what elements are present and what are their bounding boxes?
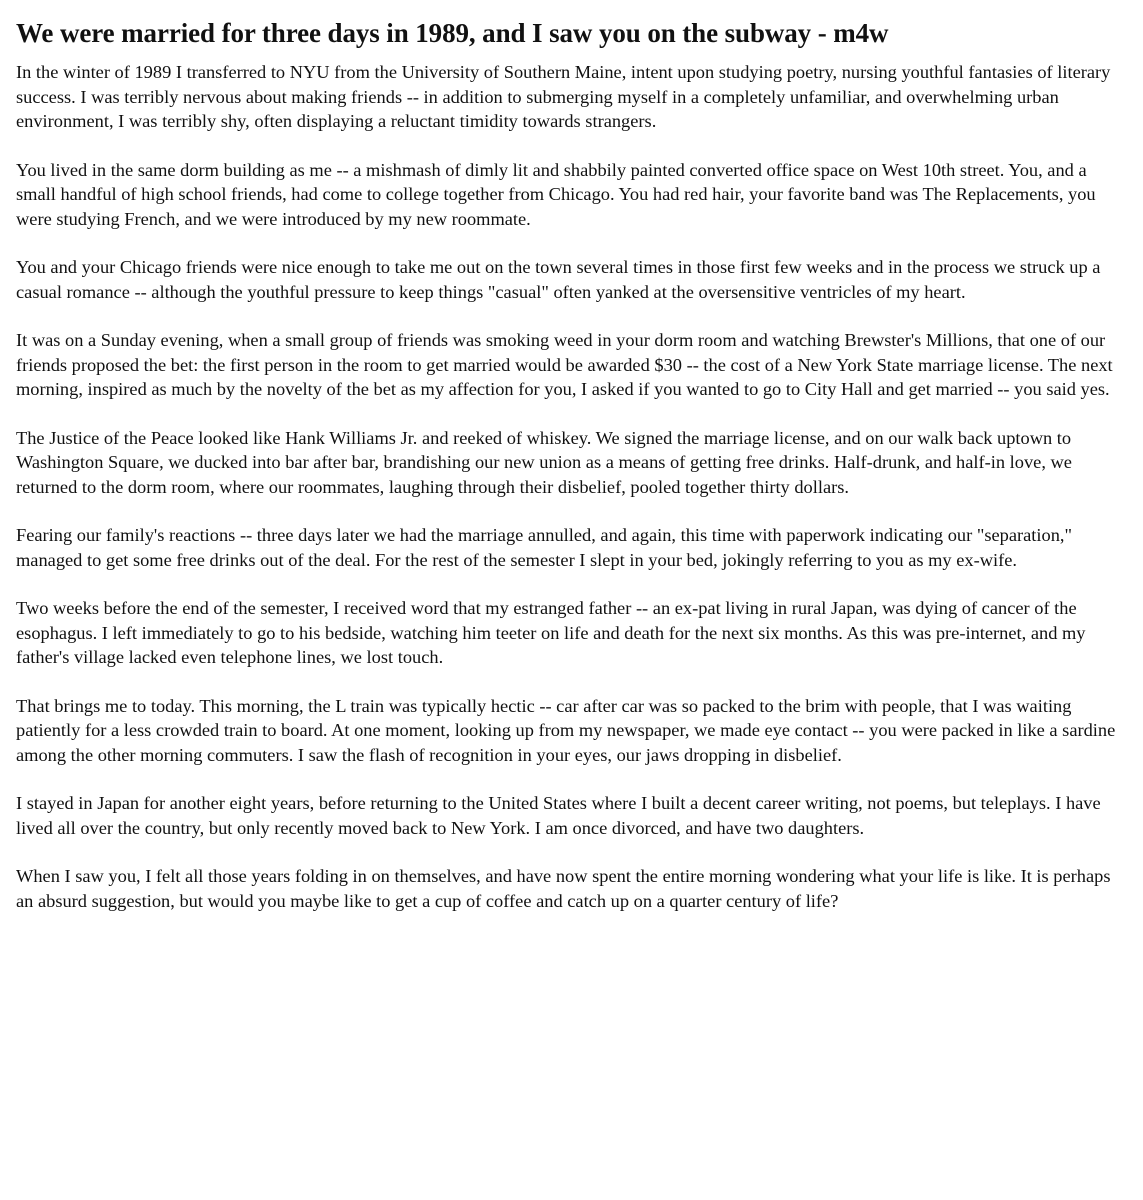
- paragraph: Two weeks before the end of the semester, I received word that my estranged father -- an ex-pat living in rural Japan, was dying of cancer of the esophagus. I left immediately to go to his bedside, watching him teeter on life and death for the next six months. As this was pre-internet, and my father's village lacked even telephone lines, we lost touch.: [16, 598, 1086, 667]
- paragraph: You and your Chicago friends were nice enough to take me out on the town several times in those first few weeks and in the process we struck up a casual romance -- although the youthful pressure to keep things "casual" often yanked at the oversensitive ventricles of my heart.: [16, 257, 1101, 302]
- paragraph: You lived in the same dorm building as me -- a mishmash of dimly lit and shabbily painted converted office space on West 10th street. You, and a small handful of high school friends, had come to college together from Chicago. You had red hair, your favorite band was The Replacements, you were studying French, and we were introduced by my new roommate.: [16, 159, 1096, 229]
- paragraph: That brings me to today. This morning, the L train was typically hectic -- car after car was so packed to the brim with people, that I was waiting patiently for a less crowded train to board. At one moment, looking up from my newspaper, we made eye contact -- you were packed in like a sardine among the other morning commuters. I saw the flash of recognition in your eyes, our jaws dropping in disbelief.: [16, 695, 1116, 765]
- post-title: We were married for three days in 1989, and I saw you on the subway - m4w: [16, 18, 889, 48]
- paragraph: When I saw you, I felt all those years folding in on themselves, and have now spent the entire morning wondering what your life is like. It is perhaps an absurd suggestion, but would you maybe like to get a cup of coffee and catch up on a quarter century of life?: [16, 866, 1111, 911]
- paragraph: I stayed in Japan for another eight years, before returning to the United States where I built a decent career writing, not poems, but teleplays. I have lived all over the country, but only recently moved back to New York. I am once divorced, and have two daughters.: [16, 793, 1101, 838]
- paragraph: The Justice of the Peace looked like Hank Williams Jr. and reeked of whiskey. We signed the marriage license, and on our walk back uptown to Washington Square, we ducked into bar after bar, brandishing our new union as a means of getting free drinks. Half-drunk, and half-in love, we returned to the dorm room, where our roommates, laughing through their disbelief, pooled together thirty dollars.: [16, 427, 1072, 497]
- paragraph: In the winter of 1989 I transferred to NYU from the University of Southern Maine, intent upon studying poetry, nursing youthful fantasies of literary success. I was terribly nervous about making friends -- in addition to submerging myself in a completely unfamiliar, and overwhelming urban environment, I was terribly shy, often displaying a reluctant timidity towards strangers.: [16, 62, 1111, 131]
- paragraph: Fearing our family's reactions -- three days later we had the marriage annulled, and again, this time with paperwork indicating our "separation," managed to get some free drinks out of the deal. For the rest of the semester I slept in your bed, jokingly referring to you as my ex-wife.: [16, 525, 1073, 570]
- post-body: [16, 60, 1129, 913]
- paragraph: It was on a Sunday evening, when a small group of friends was smoking weed in your dorm room and watching Brewster's Millions, that one of our friends proposed the bet: the first person in the room to get married would be awarded $30 -- the cost of a New York State marriage license. The next morning, inspired as much by the novelty of the bet as my affection for you, I asked if you wanted to go to City Hall and get married -- you said yes.: [16, 330, 1113, 399]
